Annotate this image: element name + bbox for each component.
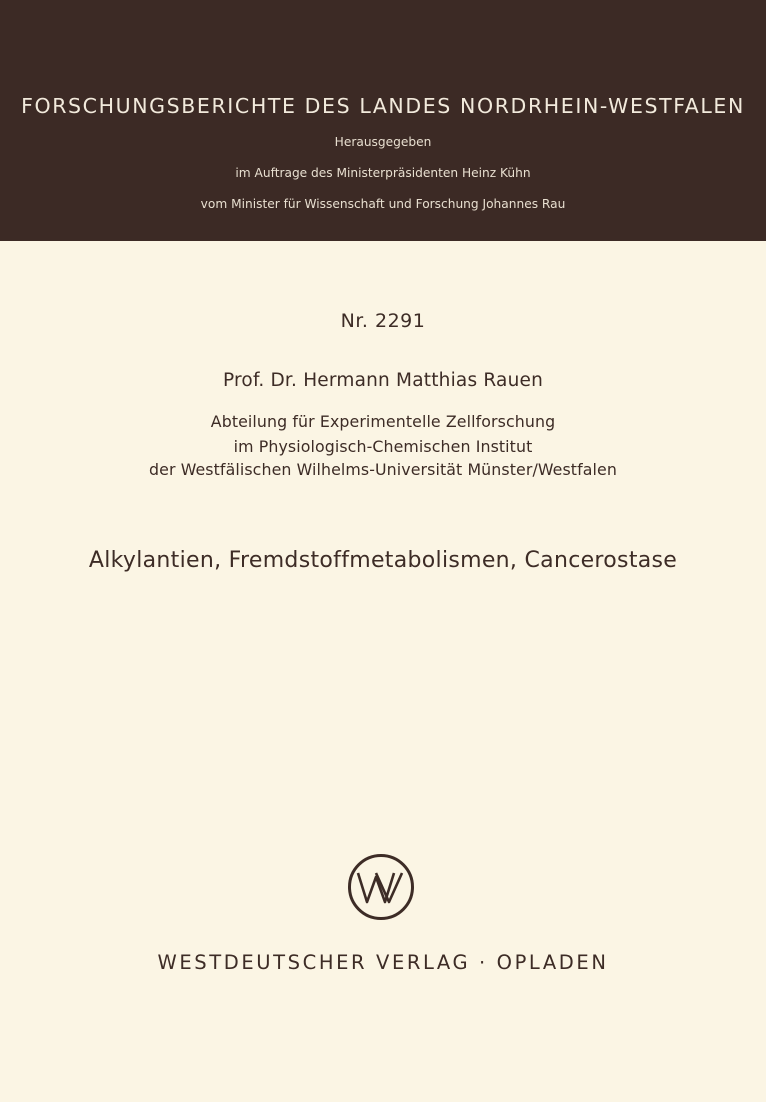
editor-line-herausgegeben: Herausgegeben [334,135,432,149]
editor-line-ministerpraesident: im Auftrage des Ministerpräsidenten Heinz Kühn [235,166,531,180]
editor-line-minister: vom Minister für Wissenschaft und Forschung Johannes Rau [200,197,566,211]
series-title: FORSCHUNGSBERICHTE DES LANDES NORDRHEIN-WESTFALEN [21,94,745,118]
affiliation-department: Abteilung für Experimentelle Zellforschung [210,412,556,431]
book-title: Alkylantien, Fremdstoffmetabolismen, Cancerostase [88,548,678,573]
issue-number: Nr. 2291 [340,310,426,332]
publisher-logo-icon [347,853,415,921]
series-header [0,0,766,241]
affiliation-university: der Westfälischen Wilhelms-Universität Münster/Westfalen [149,460,617,479]
publisher-name: WESTDEUTSCHER VERLAG · OPLADEN [157,951,609,974]
author-name: Prof. Dr. Hermann Matthias Rauen [223,370,543,391]
affiliation-institute: im Physiologisch-Chemischen Institut [233,437,533,456]
